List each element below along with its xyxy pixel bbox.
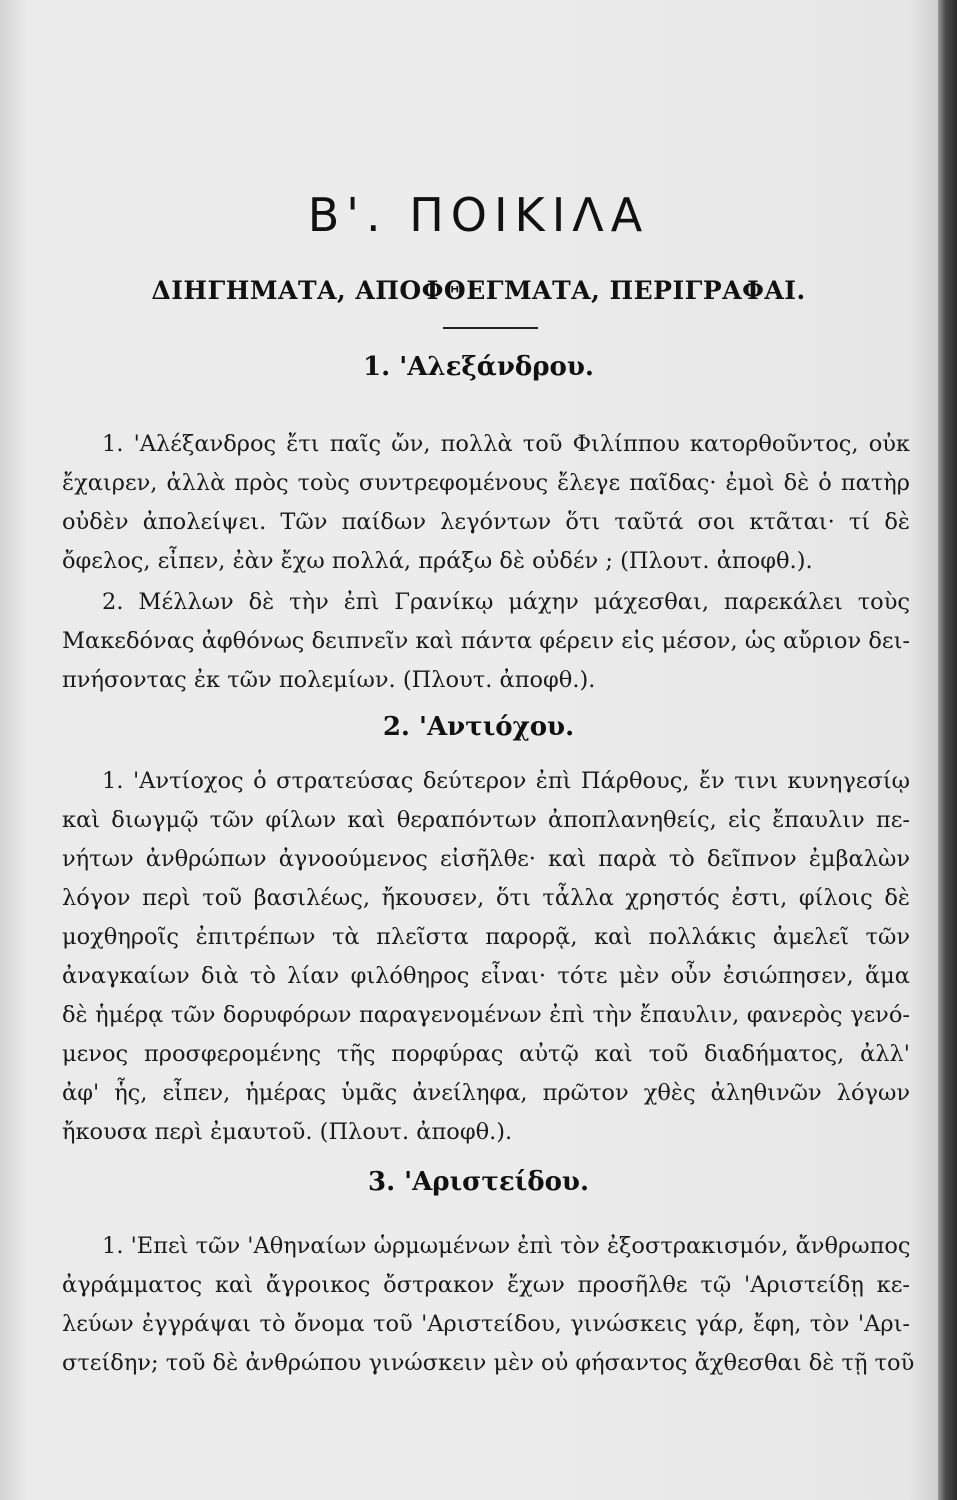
text-line: καὶ διωγμῷ τῶν φίλων καὶ θεραπόντων ἀποπλανηθείς, εἰς ἔπαυλιν πε-: [62, 807, 910, 833]
text-line: μενος προσφερομένης τῆς πορφύρας αὐτῷ καὶ τοῦ διαδήματος, ἀλλ': [62, 1041, 910, 1067]
text-line: λεύων ἐγγράψαι τὸ ὄνομα τοῦ 'Αριστείδου, γινώσκεις γάρ, ἔφη, τὸν 'Αρι-: [62, 1311, 910, 1337]
section-subtitle: ΔΙΗΓΗΜΑΤΑ, ΑΠΟΦΘΕΓΜΑΤΑ, ΠΕΡΙΓΡΑΦΑΙ.: [151, 276, 806, 305]
text-line: πνήσοντας ἐκ τῶν πολεμίων. (Πλουτ. ἀποφθ.).: [62, 667, 596, 693]
paragraph-antiochus-1: [62, 762, 910, 1152]
paragraph-aristides-1: [62, 1227, 915, 1383]
heading-aristides: 3. 'Αριστείδου.: [367, 1167, 590, 1197]
text-line: οὐδὲν ἀπολείψει. Τῶν παίδων λεγόντων ὅτι ταῦτά σοι κτᾶται· τί δὲ: [62, 509, 910, 535]
text-line: Μακεδόνας ἀφθόνως δειπνεῖν καὶ πάντα φέρειν εἰς μέσον, ὡς αὔριον δει-: [62, 628, 910, 654]
heading-alexander: 1. 'Αλεξάνδρου.: [363, 352, 594, 382]
section-title: Β'. ΠΟΙΚΙΛΑ: [307, 188, 650, 242]
text-line: δὲ ἡμέρᾳ τῶν δορυφόρων παραγενομένων ἐπὶ τὴν ἔπαυλιν, φανερὸς γενό-: [62, 1002, 910, 1028]
paragraph-alexander-1: [62, 425, 910, 581]
text-line: λόγον περὶ τοῦ βασιλέως, ἤκουσεν, ὅτι τἆλλα χρηστός ἐστι, φίλοις δὲ: [62, 885, 910, 911]
text-line: ἀναγκαίων διὰ τὸ λίαν φιλόθηρος εἶναι· τότε μὲν οὖν ἐσιώπησεν, ἅμα: [62, 963, 910, 989]
paragraph-alexander-2: [62, 583, 910, 700]
text-line: 2. Μέλλων δὲ τὴν ἐπὶ Γρανίκῳ μάχην μάχεσθαι, παρεκάλει τοὺς: [102, 589, 910, 615]
text-line: 1. 'Αλέξανδρος ἔτι παῖς ὤν, πολλὰ τοῦ Φιλίππου κατορθοῦντος, οὐκ: [102, 431, 910, 457]
text-line: ὄφελος, εἶπεν, ἐὰν ἔχω πολλά, πράξω δὲ οὐδέν ; (Πλουτ. ἀποφθ.).: [62, 548, 813, 574]
heading-antiochus: 2. 'Αντιόχου.: [382, 712, 575, 742]
text-line: μοχθηροῖς ἐπιτρέπων τὰ πλεῖστα παρορᾷ, καὶ πολλάκις ἀμελεῖ τῶν: [62, 924, 910, 950]
divider-rule: [443, 327, 538, 329]
text-line: ἀγράμματος καὶ ἄγροικος ὄστρακον ἔχων προσῆλθε τῷ 'Αριστείδῃ κε-: [62, 1272, 910, 1298]
text-line: στείδην; τοῦ δὲ ἀνθρώπου γινώσκειν μὲν οὐ φήσαντος ἄχθεσθαι δὲ τῇ τοῦ: [62, 1350, 915, 1376]
text-line: ἤκουσα περὶ ἐμαυτοῦ. (Πλουτ. ἀποφθ.).: [62, 1119, 513, 1145]
text-line: 1. 'Επεὶ τῶν 'Αθηναίων ὡρμωμένων ἐπὶ τὸν ἐξοστρακισμόν, ἄνθρωπος: [102, 1233, 911, 1259]
text-line: ἀφ' ἧς, εἶπεν, ἡμέρας ὑμᾶς ἀνείληφα, πρῶτον χθὲς ἀληθινῶν λόγων: [62, 1080, 910, 1106]
text-line: 1. 'Αντίοχος ὁ στρατεύσας δεύτερον ἐπὶ Πάρθους, ἔν τινι κυνηγεσίῳ: [102, 768, 910, 794]
text-line: ἔχαιρεν, ἀλλὰ πρὸς τοὺς συντρεφομένους ἔλεγε παῖδας· ἐμοὶ δὲ ὁ πατὴρ: [62, 470, 910, 496]
text-line: νήτων ἀνθρώπων ἀγνοούμενος εἰσῆλθε· καὶ παρὰ τὸ δεῖπνον ἐμβαλὼν: [62, 846, 910, 872]
